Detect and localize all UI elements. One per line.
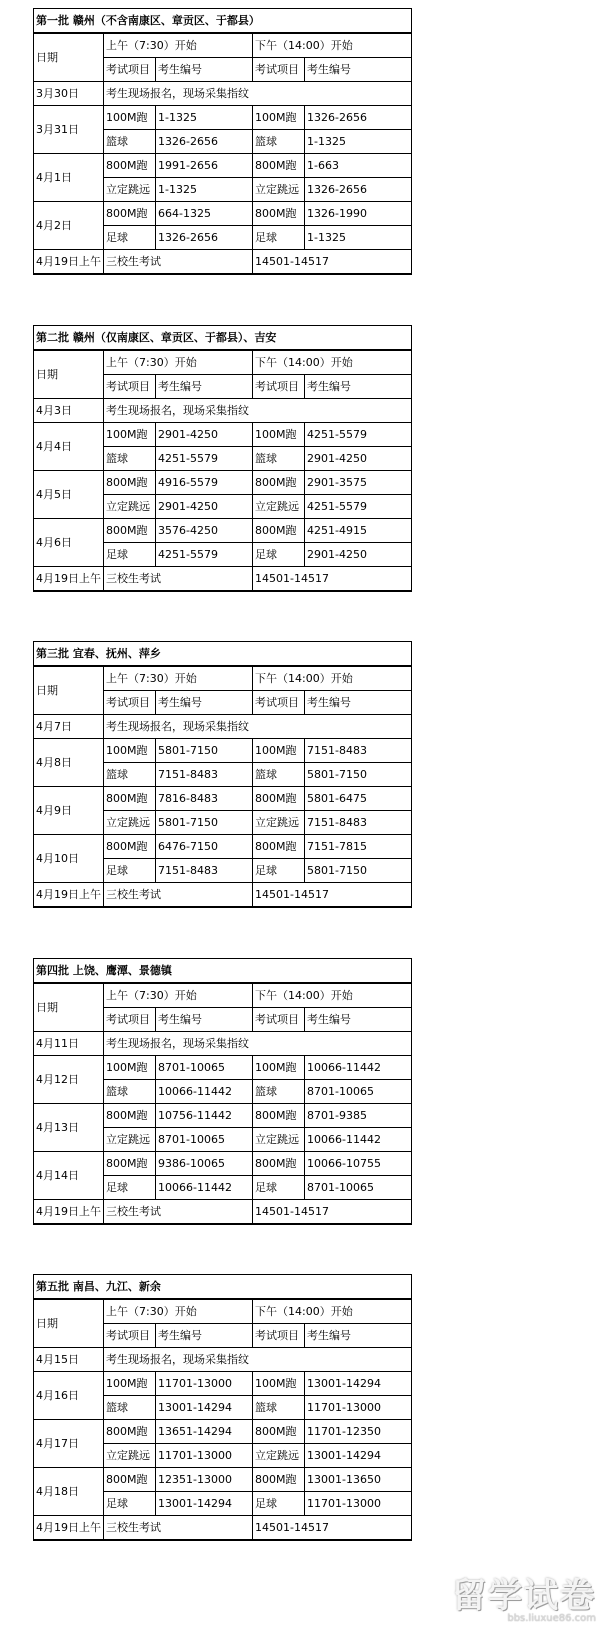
pm-number: 7151-8483 <box>305 739 412 763</box>
day-date: 4月6日 <box>34 519 104 567</box>
schedule-table <box>33 641 412 908</box>
signup-date: 4月11日 <box>34 1032 104 1056</box>
final-item: 三校生考试 <box>104 567 253 592</box>
pm-number: 7151-8483 <box>305 811 412 835</box>
signup-row <box>34 1032 412 1056</box>
am-number: 13651-14294 <box>156 1420 253 1444</box>
batch-title-row <box>34 642 412 667</box>
pm-item: 800M跑 <box>253 519 305 543</box>
am-number-header: 考生编号 <box>156 691 253 715</box>
day-date: 3月31日 <box>34 106 104 154</box>
pm-item: 800M跑 <box>253 787 305 811</box>
schedule-row <box>34 739 412 763</box>
pm-item: 足球 <box>253 859 305 883</box>
pm-item: 足球 <box>253 226 305 250</box>
pm-item-header: 考试项目 <box>253 58 305 82</box>
am-item: 100M跑 <box>104 423 156 447</box>
day-date: 4月18日 <box>34 1468 104 1516</box>
pm-number-header: 考生编号 <box>305 58 412 82</box>
day-date: 4月2日 <box>34 202 104 250</box>
schedule-row <box>34 835 412 859</box>
am-number: 1326-2656 <box>156 226 253 250</box>
schedule-row <box>34 202 412 226</box>
am-item-header: 考试项目 <box>104 58 156 82</box>
am-item: 篮球 <box>104 447 156 471</box>
pm-item: 100M跑 <box>253 423 305 447</box>
day-date: 4月16日 <box>34 1372 104 1420</box>
am-item: 800M跑 <box>104 1468 156 1492</box>
pm-number-header: 考生编号 <box>305 691 412 715</box>
batch-schedule-1 <box>33 8 411 275</box>
final-exam-row <box>34 250 412 275</box>
pm-item: 800M跑 <box>253 154 305 178</box>
pm-number: 1326-1990 <box>305 202 412 226</box>
pm-number: 4251-5579 <box>305 423 412 447</box>
final-item: 三校生考试 <box>104 250 253 275</box>
session-header-row <box>34 350 412 375</box>
pm-number: 5801-7150 <box>305 763 412 787</box>
am-item: 足球 <box>104 859 156 883</box>
am-item: 篮球 <box>104 1080 156 1104</box>
am-item-header: 考试项目 <box>104 691 156 715</box>
am-number-header: 考生编号 <box>156 1324 253 1348</box>
am-number: 1991-2656 <box>156 154 253 178</box>
day-date: 4月4日 <box>34 423 104 471</box>
am-item: 足球 <box>104 226 156 250</box>
am-item-header: 考试项目 <box>104 1324 156 1348</box>
am-session-header: 上午（7:30）开始 <box>104 33 253 58</box>
am-item: 800M跑 <box>104 1152 156 1176</box>
pm-item: 800M跑 <box>253 1104 305 1128</box>
final-date: 4月19日上午 <box>34 883 104 908</box>
pm-number: 1-1325 <box>305 226 412 250</box>
am-number: 2901-4250 <box>156 423 253 447</box>
batch-title: 第五批 南昌、九江、新余 <box>34 1275 412 1300</box>
pm-session-header: 下午（14:00）开始 <box>253 33 412 58</box>
pm-item: 800M跑 <box>253 471 305 495</box>
pm-session-header: 下午（14:00）开始 <box>253 983 412 1008</box>
pm-item: 足球 <box>253 1492 305 1516</box>
batch-title: 第四批 上饶、鹰潭、景德镇 <box>34 959 412 984</box>
schedule-row <box>34 787 412 811</box>
pm-number-header: 考生编号 <box>305 1008 412 1032</box>
am-number: 4251-5579 <box>156 543 253 567</box>
final-date: 4月19日上午 <box>34 1200 104 1225</box>
am-item: 足球 <box>104 543 156 567</box>
final-date: 4月19日上午 <box>34 250 104 275</box>
signup-text: 考生现场报名，现场采集指纹 <box>104 1032 412 1056</box>
schedule-row <box>34 1420 412 1444</box>
pm-item: 800M跑 <box>253 1420 305 1444</box>
pm-item: 800M跑 <box>253 202 305 226</box>
pm-item: 立定跳远 <box>253 495 305 519</box>
day-date: 4月12日 <box>34 1056 104 1104</box>
am-item: 立定跳远 <box>104 811 156 835</box>
pm-number: 5801-6475 <box>305 787 412 811</box>
am-number: 8701-10065 <box>156 1128 253 1152</box>
final-number: 14501-14517 <box>253 883 412 908</box>
schedule-table <box>33 958 412 1225</box>
final-item: 三校生考试 <box>104 883 253 908</box>
pm-session-header: 下午（14:00）开始 <box>253 350 412 375</box>
pm-item: 篮球 <box>253 447 305 471</box>
pm-item-header: 考试项目 <box>253 691 305 715</box>
pm-number: 13001-14294 <box>305 1444 412 1468</box>
am-number: 11701-13000 <box>156 1372 253 1396</box>
am-number: 4916-5579 <box>156 471 253 495</box>
am-session-header: 上午（7:30）开始 <box>104 350 253 375</box>
schedule-row <box>34 1468 412 1492</box>
final-date: 4月19日上午 <box>34 1516 104 1541</box>
am-item: 篮球 <box>104 130 156 154</box>
am-number: 10066-11442 <box>156 1080 253 1104</box>
am-item: 篮球 <box>104 1396 156 1420</box>
final-item: 三校生考试 <box>104 1516 253 1541</box>
schedule-row <box>34 1152 412 1176</box>
pm-number: 2901-4250 <box>305 447 412 471</box>
am-number: 13001-14294 <box>156 1492 253 1516</box>
am-number: 664-1325 <box>156 202 253 226</box>
schedule-row <box>34 1104 412 1128</box>
pm-item-header: 考试项目 <box>253 1324 305 1348</box>
schedule-row <box>34 423 412 447</box>
pm-number: 7151-7815 <box>305 835 412 859</box>
pm-session-header: 下午（14:00）开始 <box>253 1299 412 1324</box>
watermark-url: bbs.liuxue86.com <box>507 1613 596 1624</box>
pm-number: 8701-10065 <box>305 1080 412 1104</box>
pm-item: 100M跑 <box>253 1056 305 1080</box>
date-header: 日期 <box>34 1299 104 1348</box>
am-number: 7816-8483 <box>156 787 253 811</box>
am-item: 立定跳远 <box>104 495 156 519</box>
pm-number: 10066-11442 <box>305 1056 412 1080</box>
batch-title: 第三批 宜春、抚州、萍乡 <box>34 642 412 667</box>
batch-title-row <box>34 1275 412 1300</box>
pm-item: 100M跑 <box>253 1372 305 1396</box>
signup-row <box>34 715 412 739</box>
am-number: 3576-4250 <box>156 519 253 543</box>
pm-number-header: 考生编号 <box>305 1324 412 1348</box>
am-item: 800M跑 <box>104 1420 156 1444</box>
pm-number: 8701-9385 <box>305 1104 412 1128</box>
am-item: 800M跑 <box>104 519 156 543</box>
session-header-row <box>34 666 412 691</box>
pm-item: 100M跑 <box>253 106 305 130</box>
signup-text: 考生现场报名，现场采集指纹 <box>104 1348 412 1372</box>
pm-session-header: 下午（14:00）开始 <box>253 666 412 691</box>
schedule-row <box>34 1056 412 1080</box>
batch-schedule-2 <box>33 325 411 592</box>
signup-row <box>34 1348 412 1372</box>
final-item: 三校生考试 <box>104 1200 253 1225</box>
pm-item-header: 考试项目 <box>253 1008 305 1032</box>
batch-schedule-4 <box>33 958 411 1225</box>
schedule-table <box>33 8 412 275</box>
am-number: 10066-11442 <box>156 1176 253 1200</box>
day-date: 4月1日 <box>34 154 104 202</box>
am-item: 立定跳远 <box>104 178 156 202</box>
date-header: 日期 <box>34 350 104 399</box>
final-number: 14501-14517 <box>253 1200 412 1225</box>
final-number: 14501-14517 <box>253 567 412 592</box>
am-number: 1-1325 <box>156 106 253 130</box>
date-header: 日期 <box>34 33 104 82</box>
pm-item: 800M跑 <box>253 1468 305 1492</box>
am-number: 7151-8483 <box>156 859 253 883</box>
pm-number: 1-663 <box>305 154 412 178</box>
signup-text: 考生现场报名，现场采集指纹 <box>104 715 412 739</box>
pm-number: 5801-7150 <box>305 859 412 883</box>
schedule-row <box>34 471 412 495</box>
date-header: 日期 <box>34 983 104 1032</box>
am-item: 立定跳远 <box>104 1128 156 1152</box>
schedule-row <box>34 106 412 130</box>
batch-title-row <box>34 9 412 34</box>
pm-number: 11701-13000 <box>305 1492 412 1516</box>
am-number: 10756-11442 <box>156 1104 253 1128</box>
am-number: 5801-7150 <box>156 739 253 763</box>
schedule-row <box>34 154 412 178</box>
am-item-header: 考试项目 <box>104 1008 156 1032</box>
pm-number: 13001-13650 <box>305 1468 412 1492</box>
signup-date: 4月3日 <box>34 399 104 423</box>
am-number: 1326-2656 <box>156 130 253 154</box>
signup-date: 4月15日 <box>34 1348 104 1372</box>
batch-title-row <box>34 959 412 984</box>
am-item: 800M跑 <box>104 154 156 178</box>
batch-title: 第一批 赣州（不含南康区、章贡区、于都县） <box>34 9 412 34</box>
signup-date: 3月30日 <box>34 82 104 106</box>
am-number: 1-1325 <box>156 178 253 202</box>
pm-number: 1-1325 <box>305 130 412 154</box>
am-number: 12351-13000 <box>156 1468 253 1492</box>
am-number: 7151-8483 <box>156 763 253 787</box>
am-number-header: 考生编号 <box>156 1008 253 1032</box>
am-number: 6476-7150 <box>156 835 253 859</box>
pm-number: 10066-11442 <box>305 1128 412 1152</box>
day-date: 4月13日 <box>34 1104 104 1152</box>
day-date: 4月5日 <box>34 471 104 519</box>
am-item: 足球 <box>104 1176 156 1200</box>
am-number: 4251-5579 <box>156 447 253 471</box>
pm-number: 10066-10755 <box>305 1152 412 1176</box>
watermark <box>452 1568 596 1624</box>
pm-number: 4251-4915 <box>305 519 412 543</box>
day-date: 4月17日 <box>34 1420 104 1468</box>
am-item: 100M跑 <box>104 106 156 130</box>
am-item: 100M跑 <box>104 1372 156 1396</box>
pm-number: 11701-13000 <box>305 1396 412 1420</box>
signup-text: 考生现场报名，现场采集指纹 <box>104 82 412 106</box>
schedule-table <box>33 325 412 592</box>
am-number: 8701-10065 <box>156 1056 253 1080</box>
batch-schedule-3 <box>33 641 411 908</box>
schedule-table <box>33 1274 412 1541</box>
pm-item: 篮球 <box>253 1396 305 1420</box>
watermark-logo: 留学试卷 <box>452 1576 596 1616</box>
am-item: 100M跑 <box>104 739 156 763</box>
pm-number-header: 考生编号 <box>305 375 412 399</box>
pm-number: 1326-2656 <box>305 106 412 130</box>
am-number-header: 考生编号 <box>156 375 253 399</box>
am-session-header: 上午（7:30）开始 <box>104 666 253 691</box>
final-number: 14501-14517 <box>253 250 412 275</box>
final-exam-row <box>34 1200 412 1225</box>
am-session-header: 上午（7:30）开始 <box>104 983 253 1008</box>
am-number-header: 考生编号 <box>156 58 253 82</box>
final-exam-row <box>34 567 412 592</box>
am-number: 9386-10065 <box>156 1152 253 1176</box>
signup-row <box>34 82 412 106</box>
am-item: 篮球 <box>104 763 156 787</box>
pm-number: 4251-5579 <box>305 495 412 519</box>
day-date: 4月8日 <box>34 739 104 787</box>
pm-item: 立定跳远 <box>253 178 305 202</box>
am-item: 800M跑 <box>104 1104 156 1128</box>
pm-item: 篮球 <box>253 130 305 154</box>
pm-item: 立定跳远 <box>253 1444 305 1468</box>
pm-number: 8701-10065 <box>305 1176 412 1200</box>
pm-number: 13001-14294 <box>305 1372 412 1396</box>
pm-item: 立定跳远 <box>253 1128 305 1152</box>
day-date: 4月14日 <box>34 1152 104 1200</box>
pm-item: 800M跑 <box>253 835 305 859</box>
batch-title-row <box>34 326 412 351</box>
pm-item: 立定跳远 <box>253 811 305 835</box>
date-header: 日期 <box>34 666 104 715</box>
day-date: 4月9日 <box>34 787 104 835</box>
signup-text: 考生现场报名，现场采集指纹 <box>104 399 412 423</box>
am-item: 800M跑 <box>104 202 156 226</box>
final-date: 4月19日上午 <box>34 567 104 592</box>
am-item: 立定跳远 <box>104 1444 156 1468</box>
pm-item: 足球 <box>253 543 305 567</box>
am-number: 11701-13000 <box>156 1444 253 1468</box>
pm-number: 1326-2656 <box>305 178 412 202</box>
batch-schedule-5 <box>33 1274 411 1541</box>
am-item: 100M跑 <box>104 1056 156 1080</box>
pm-item-header: 考试项目 <box>253 375 305 399</box>
pm-item: 篮球 <box>253 763 305 787</box>
session-header-row <box>34 1299 412 1324</box>
am-item: 足球 <box>104 1492 156 1516</box>
pm-item: 100M跑 <box>253 739 305 763</box>
am-item: 800M跑 <box>104 787 156 811</box>
am-number: 2901-4250 <box>156 495 253 519</box>
schedule-row <box>34 519 412 543</box>
schedule-row <box>34 1372 412 1396</box>
signup-row <box>34 399 412 423</box>
pm-item: 800M跑 <box>253 1152 305 1176</box>
pm-item: 篮球 <box>253 1080 305 1104</box>
am-number: 13001-14294 <box>156 1396 253 1420</box>
pm-number: 2901-4250 <box>305 543 412 567</box>
am-number: 5801-7150 <box>156 811 253 835</box>
pm-number: 11701-12350 <box>305 1420 412 1444</box>
session-header-row <box>34 33 412 58</box>
day-date: 4月10日 <box>34 835 104 883</box>
pm-number: 2901-3575 <box>305 471 412 495</box>
am-item-header: 考试项目 <box>104 375 156 399</box>
final-exam-row <box>34 1516 412 1541</box>
batch-title: 第二批 赣州（仅南康区、章贡区、于都县）、吉安 <box>34 326 412 351</box>
pm-item: 足球 <box>253 1176 305 1200</box>
am-item: 800M跑 <box>104 471 156 495</box>
final-number: 14501-14517 <box>253 1516 412 1541</box>
session-header-row <box>34 983 412 1008</box>
am-item: 800M跑 <box>104 835 156 859</box>
am-session-header: 上午（7:30）开始 <box>104 1299 253 1324</box>
final-exam-row <box>34 883 412 908</box>
signup-date: 4月7日 <box>34 715 104 739</box>
